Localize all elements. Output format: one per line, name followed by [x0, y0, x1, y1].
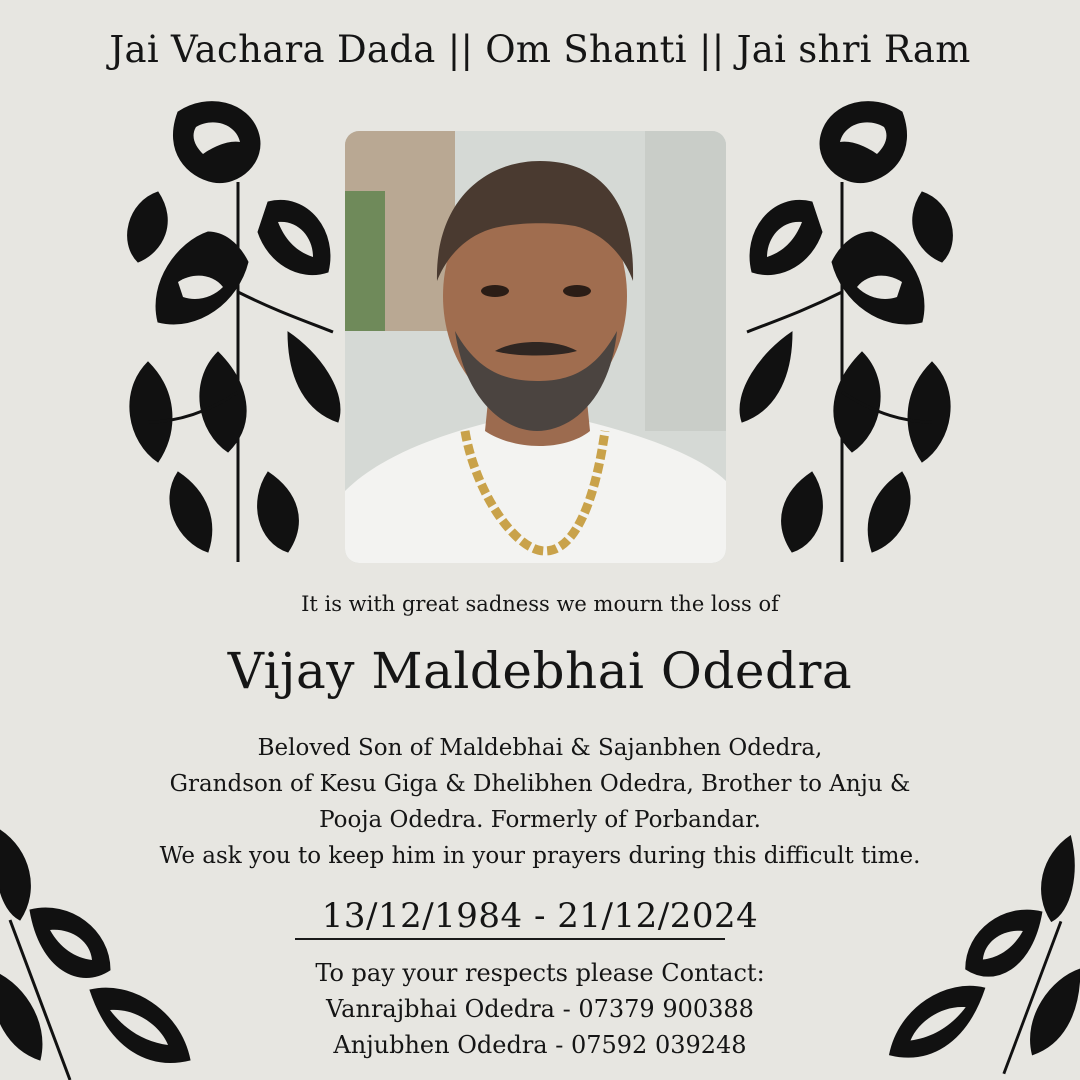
floral-right-icon [712, 92, 962, 572]
header-title: Jai Vachara Dada || Om Shanti || Jai shri Ram [109, 28, 971, 71]
intro-text: It is with great sadness we mourn the loss of [301, 592, 779, 616]
contact-heading: To pay your respects please Contact: [315, 959, 765, 987]
contact-person: Anjubhen Odedra - 07592 039248 [333, 1031, 747, 1059]
deceased-name: Vijay Maldebhai Odedra [227, 642, 853, 700]
life-dates: 13/12/1984 - 21/12/2024 [321, 896, 759, 936]
description [60, 730, 1020, 874]
description-line: Beloved Son of Maldebhai & Sajanbhen Odedra, [257, 735, 823, 761]
contact-section [0, 955, 1080, 1063]
contact-person: Vanrajbhai Odedra - 07379 900388 [326, 995, 754, 1023]
description-line: Grandson of Kesu Giga & Dhelibhen Odedra, Brother to Anju & [169, 771, 911, 797]
description-line: Pooja Odedra. Formerly of Porbandar. [319, 807, 761, 833]
description-line: We ask you to keep him in your prayers during this difficult time. [159, 843, 921, 869]
portrait-photo [345, 131, 726, 563]
dates-underline [295, 938, 725, 940]
floral-left-icon [118, 92, 368, 572]
